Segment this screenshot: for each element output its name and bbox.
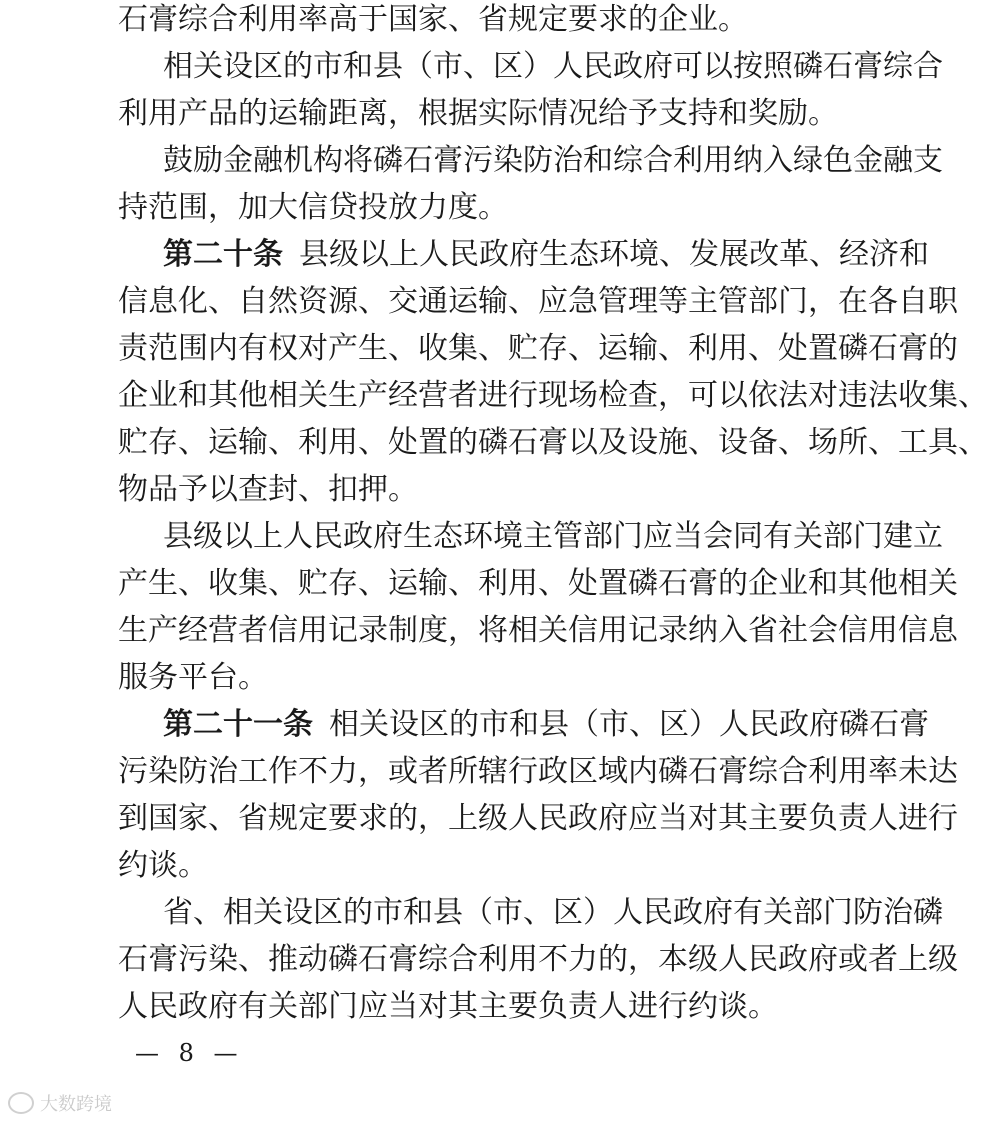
article-20-first-line	[163, 235, 929, 275]
article-21-first-line	[163, 705, 929, 745]
text-line-13: 产生、收集、贮存、运输、利用、处置磷石膏的企业和其他相关	[118, 566, 958, 601]
text-line-4: 鼓励金融机构将磷石膏污染防治和综合利用纳入绿色金融支	[163, 143, 943, 178]
text-line-11: 物品予以查封、扣押。	[118, 472, 418, 507]
article-20-text: 县级以上人民政府生态环境、发展改革、经济和	[299, 237, 929, 272]
text-line-20: 省、相关设区的市和县（市、区）人民政府有关部门防治磷	[163, 895, 943, 930]
article-20-heading: 第二十条	[163, 237, 283, 272]
text-line-5: 持范围，加大信贷投放力度。	[118, 190, 508, 225]
text-line-17: 污染防治工作不力，或者所辖行政区域内磷石膏综合利用率未达	[118, 754, 958, 789]
text-line-1: 石膏综合利用率高于国家、省规定要求的企业。	[118, 2, 748, 37]
text-line-2: 相关设区的市和县（市、区）人民政府可以按照磷石膏综合	[163, 49, 943, 84]
text-line-19: 约谈。	[118, 848, 208, 883]
text-line-21: 石膏污染、推动磷石膏综合利用不力的，本级人民政府或者上级	[118, 942, 958, 977]
text-line-15: 服务平台。	[118, 660, 268, 695]
text-line-22: 人民政府有关部门应当对其主要负责人进行约谈。	[118, 989, 778, 1024]
text-line-9: 企业和其他相关生产经营者进行现场检查，可以依法对违法收集、	[118, 378, 988, 413]
text-line-8: 责范围内有权对产生、收集、贮存、运输、利用、处置磷石膏的	[118, 331, 958, 366]
watermark-logo-icon	[8, 1092, 34, 1114]
article-21-text: 相关设区的市和县（市、区）人民政府磷石膏	[329, 707, 929, 742]
text-line-3: 利用产品的运输距离，根据实际情况给予支持和奖励。	[118, 96, 838, 131]
watermark-text: 大数跨境	[40, 1094, 112, 1115]
watermark	[8, 1090, 112, 1116]
article-21-heading: 第二十一条	[163, 707, 313, 742]
page-number: — 8 —	[135, 1039, 244, 1067]
text-line-14: 生产经营者信用记录制度，将相关信用记录纳入省社会信用信息	[118, 613, 958, 648]
text-line-10: 贮存、运输、利用、处置的磷石膏以及设施、设备、场所、工具、	[118, 425, 988, 460]
text-line-7: 信息化、自然资源、交通运输、应急管理等主管部门，在各自职	[118, 284, 958, 319]
text-line-12: 县级以上人民政府生态环境主管部门应当会同有关部门建立	[163, 519, 943, 554]
text-line-18: 到国家、省规定要求的，上级人民政府应当对其主要负责人进行	[118, 801, 958, 836]
